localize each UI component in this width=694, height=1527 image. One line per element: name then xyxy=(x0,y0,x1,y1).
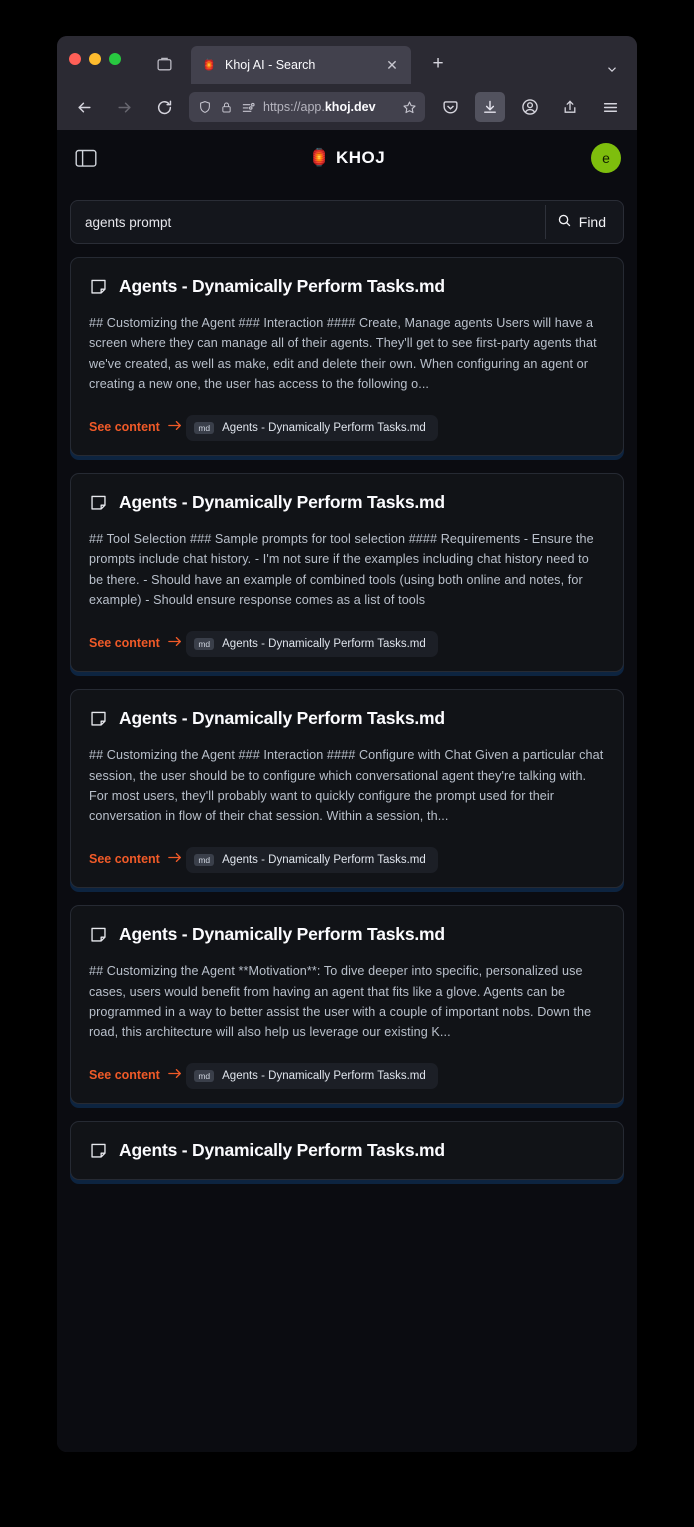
result-snippet: ## Tool Selection ### Sample prompts for tool selection #### Requirements - Ensure the prompts include chat history. - I'm not sure if the examples including chat history need to be there. - Should have an example of combined tools (using both online and notes, for example) - Should ensure response comes as a list of tools xyxy=(89,532,594,608)
result-header xyxy=(89,924,605,945)
url-text[interactable] xyxy=(263,100,395,114)
result-header xyxy=(89,492,605,513)
result-title: Agents - Dynamically Perform Tasks.md xyxy=(119,1140,445,1161)
window-controls xyxy=(69,53,121,65)
result-title: Agents - Dynamically Perform Tasks.md xyxy=(119,492,445,513)
browser-window xyxy=(57,36,637,1452)
khoj-lamp-icon: 🏮 xyxy=(308,148,330,167)
bookmark-star-icon[interactable] xyxy=(402,100,417,115)
result-card[interactable] xyxy=(70,1121,624,1180)
result-card[interactable] xyxy=(70,473,624,672)
pocket-icon[interactable] xyxy=(435,92,465,122)
permissions-icon[interactable] xyxy=(241,100,256,115)
khoj-page xyxy=(57,130,637,1452)
file-type-badge: md xyxy=(194,422,214,435)
source-chip[interactable] xyxy=(186,415,437,442)
note-icon xyxy=(89,1141,108,1160)
note-icon xyxy=(89,709,108,728)
share-icon[interactable] xyxy=(555,92,585,122)
toggle-sidebar-icon[interactable] xyxy=(73,147,99,169)
source-chip[interactable] xyxy=(186,631,437,658)
maximize-window-button[interactable] xyxy=(109,53,121,65)
see-content-label: See content xyxy=(89,635,160,650)
khoj-logo xyxy=(57,148,637,168)
note-icon xyxy=(89,277,108,296)
address-bar[interactable] xyxy=(189,92,425,122)
menu-hamburger-icon[interactable] xyxy=(595,92,625,122)
url-prefix: https://app. xyxy=(263,100,325,114)
account-icon[interactable] xyxy=(515,92,545,122)
search-icon xyxy=(557,213,572,231)
see-content-label: See content xyxy=(89,419,160,434)
see-content-label: See content xyxy=(89,851,160,866)
see-content-link[interactable] xyxy=(89,420,182,434)
result-header xyxy=(89,1140,605,1161)
search-bar[interactable] xyxy=(70,200,624,244)
tab-strip xyxy=(69,36,637,84)
list-all-tabs-icon[interactable] xyxy=(147,47,181,81)
result-header xyxy=(89,708,605,729)
find-label: Find xyxy=(578,214,606,230)
result-card[interactable] xyxy=(70,257,624,456)
result-snippet: ## Customizing the Agent ### Interaction #### Configure with Chat Given a particular chat session, the user should be to configure which conversational agent they're talking with. For most users, they'll probably want to quickly configure the prompt used for their conversation in flow of their chat session. Within a session, th... xyxy=(89,748,604,824)
file-type-badge: md xyxy=(194,638,214,651)
note-icon xyxy=(89,925,108,944)
khoj-header xyxy=(57,130,637,186)
source-file-name: Agents - Dynamically Perform Tasks.md xyxy=(222,1070,426,1082)
browser-navbar xyxy=(57,84,637,130)
see-content-link[interactable] xyxy=(89,1068,182,1082)
source-file-name: Agents - Dynamically Perform Tasks.md xyxy=(222,421,426,434)
search-input[interactable]: agents prompt xyxy=(85,214,172,230)
arrow-right-icon xyxy=(168,852,182,866)
see-content-label: See content xyxy=(89,1067,160,1082)
downloads-icon[interactable] xyxy=(475,92,505,122)
new-tab-button[interactable]: + xyxy=(432,53,444,74)
result-title: Agents - Dynamically Perform Tasks.md xyxy=(119,924,445,945)
source-file-name: Agents - Dynamically Perform Tasks.md xyxy=(222,853,426,866)
result-header xyxy=(89,276,605,297)
source-chip[interactable] xyxy=(186,847,437,874)
see-content-link[interactable] xyxy=(89,636,182,650)
forward-icon[interactable] xyxy=(109,92,139,122)
back-icon[interactable] xyxy=(69,92,99,122)
arrow-right-icon xyxy=(168,636,182,650)
tab-dropdown-icon[interactable] xyxy=(605,62,619,76)
browser-tab-active[interactable] xyxy=(191,46,411,84)
shield-icon xyxy=(197,100,212,115)
brand-name: KHOJ xyxy=(335,148,386,167)
result-snippet: ## Customizing the Agent ### Interaction #### Create, Manage agents Users will have a screen where they can manage all of their agents. They'll get to see first-party agents that we've created, as well as make, edit and delete their own. When configuring an agent or creating a new one, the user has access to the following o... xyxy=(89,316,597,392)
url-domain: khoj.dev xyxy=(324,100,376,114)
result-snippet: ## Customizing the Agent **Motivation**: To dive deeper into specific, personalized use cases, users would benefit from having an agent that fits like a glove. Agents can be programmed in a way to better assist the user with a couple of important nobs. Down the road, this architecture will also help us leverage our existing K... xyxy=(89,964,592,1040)
file-type-badge: md xyxy=(194,854,214,867)
arrow-right-icon xyxy=(168,1068,182,1082)
source-chip[interactable] xyxy=(186,1063,437,1090)
result-title: Agents - Dynamically Perform Tasks.md xyxy=(119,276,445,296)
note-icon xyxy=(89,493,108,512)
browser-titlebar xyxy=(57,36,637,84)
tab-title: Khoj AI - Search xyxy=(225,58,316,72)
khoj-lamp-icon: 🏮 xyxy=(201,58,217,72)
result-title: Agents - Dynamically Perform Tasks.md xyxy=(119,708,445,729)
arrow-right-icon xyxy=(168,420,182,434)
file-type-badge: md xyxy=(194,1070,214,1083)
close-tab-icon[interactable]: ✕ xyxy=(386,57,398,73)
minimize-window-button[interactable] xyxy=(89,53,101,65)
result-card[interactable] xyxy=(70,905,624,1104)
search-results-list xyxy=(57,257,637,1452)
find-button[interactable] xyxy=(545,205,619,239)
see-content-link[interactable] xyxy=(89,852,182,866)
avatar[interactable]: e xyxy=(591,143,621,173)
source-file-name: Agents - Dynamically Perform Tasks.md xyxy=(222,637,426,650)
result-card[interactable] xyxy=(70,689,624,888)
reload-icon[interactable] xyxy=(149,92,179,122)
close-window-button[interactable] xyxy=(69,53,81,65)
lock-icon xyxy=(219,100,234,115)
